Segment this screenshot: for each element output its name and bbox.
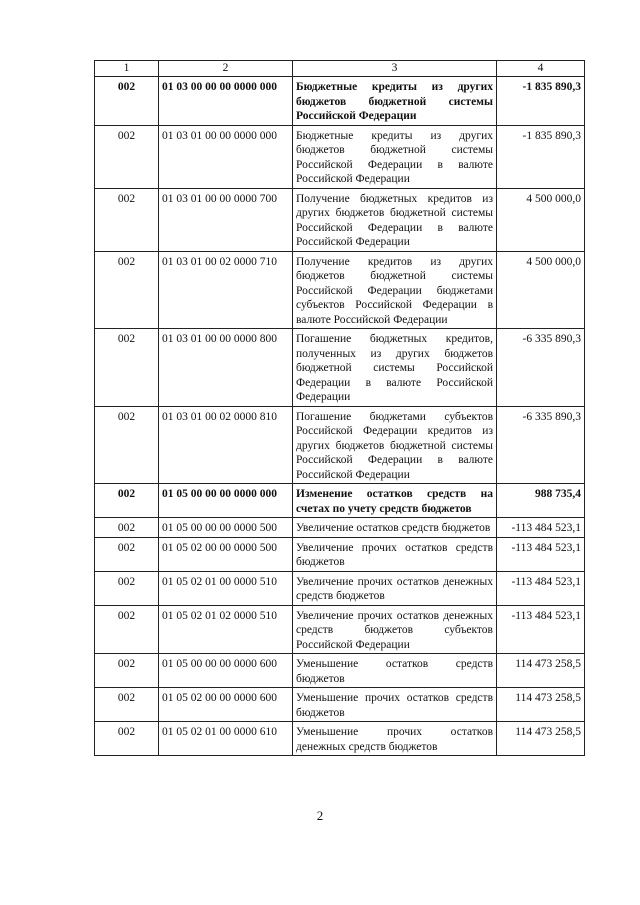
source-name-cell: Уменьшение прочих остатков средств бюджетов bbox=[293, 688, 497, 722]
admin-code-cell: 002 bbox=[95, 688, 159, 722]
admin-code-cell: 002 bbox=[95, 518, 159, 538]
amount-cell: -113 484 523,1 bbox=[497, 537, 585, 571]
budget-classification-code-cell: 01 03 01 00 02 0000 810 bbox=[159, 406, 293, 484]
table-row bbox=[95, 518, 585, 538]
admin-code-cell: 002 bbox=[95, 605, 159, 654]
budget-classification-code-cell: 01 03 00 00 00 0000 000 bbox=[159, 77, 293, 126]
source-name-cell: Уменьшение прочих остатков денежных средств бюджетов bbox=[293, 722, 497, 756]
budget-classification-code-cell: 01 03 01 00 00 0000 800 bbox=[159, 329, 293, 407]
table-row bbox=[95, 251, 585, 329]
amount-cell: -6 335 890,3 bbox=[497, 329, 585, 407]
budget-classification-code-cell: 01 05 02 01 00 0000 610 bbox=[159, 722, 293, 756]
table-row bbox=[95, 571, 585, 605]
source-name-cell: Увеличение прочих остатков средств бюджетов bbox=[293, 537, 497, 571]
budget-classification-code-cell: 01 03 01 00 00 0000 000 bbox=[159, 125, 293, 188]
table-row bbox=[95, 188, 585, 251]
admin-code-cell: 002 bbox=[95, 77, 159, 126]
admin-code-cell: 002 bbox=[95, 188, 159, 251]
admin-code-cell: 002 bbox=[95, 484, 159, 518]
source-name-cell: Погашение бюджетами субъектов Российской Федерации кредитов из других бюджетов бюджетной системы Российской Федерации в валюте Российской Федерации bbox=[293, 406, 497, 484]
table-header-row bbox=[95, 61, 585, 77]
budget-classification-code-cell: 01 05 02 01 02 0000 510 bbox=[159, 605, 293, 654]
admin-code-cell: 002 bbox=[95, 654, 159, 688]
source-name-cell: Погашение бюджетных кредитов, полученных из других бюджетов бюджетной системы Российской Федерации в валюте Российской Федерации bbox=[293, 329, 497, 407]
page-number: 2 bbox=[316, 808, 324, 823]
column-header-2: 2 bbox=[159, 61, 293, 77]
amount-cell: -1 835 890,3 bbox=[497, 77, 585, 126]
budget-classification-code-cell: 01 05 02 00 00 0000 500 bbox=[159, 537, 293, 571]
table-row bbox=[95, 329, 585, 407]
budget-classification-code-cell: 01 03 01 00 02 0000 710 bbox=[159, 251, 293, 329]
admin-code-cell: 002 bbox=[95, 722, 159, 756]
budget-sources-table bbox=[94, 60, 585, 756]
table-row bbox=[95, 484, 585, 518]
source-name-cell: Бюджетные кредиты из других бюджетов бюджетной системы Российской Федерации в валюте Российской Федерации bbox=[293, 125, 497, 188]
source-name-cell: Получение кредитов из других бюджетов бюджетной системы Российской Федерации бюджетами субъектов Российской Федерации в валюте Российской Федерации bbox=[293, 251, 497, 329]
budget-classification-code-cell: 01 05 00 00 00 0000 500 bbox=[159, 518, 293, 538]
amount-cell: 988 735,4 bbox=[497, 484, 585, 518]
admin-code-cell: 002 bbox=[95, 251, 159, 329]
amount-cell: -113 484 523,1 bbox=[497, 518, 585, 538]
source-name-cell: Увеличение прочих остатков денежных средств бюджетов bbox=[293, 571, 497, 605]
column-header-3: 3 bbox=[293, 61, 497, 77]
source-name-cell: Увеличение прочих остатков денежных средств бюджетов субъектов Российской Федерации bbox=[293, 605, 497, 654]
amount-cell: 4 500 000,0 bbox=[497, 188, 585, 251]
amount-cell: -113 484 523,1 bbox=[497, 605, 585, 654]
admin-code-cell: 002 bbox=[95, 329, 159, 407]
table-row bbox=[95, 125, 585, 188]
source-name-cell: Увеличение остатков средств бюджетов bbox=[293, 518, 497, 538]
amount-cell: -113 484 523,1 bbox=[497, 571, 585, 605]
admin-code-cell: 002 bbox=[95, 125, 159, 188]
source-name-cell: Уменьшение остатков средств бюджетов bbox=[293, 654, 497, 688]
table-row bbox=[95, 654, 585, 688]
admin-code-cell: 002 bbox=[95, 537, 159, 571]
column-header-1: 1 bbox=[95, 61, 159, 77]
table-row bbox=[95, 722, 585, 756]
column-header-4: 4 bbox=[497, 61, 585, 77]
budget-classification-code-cell: 01 05 02 00 00 0000 600 bbox=[159, 688, 293, 722]
budget-classification-code-cell: 01 05 02 01 00 0000 510 bbox=[159, 571, 293, 605]
budget-classification-code-cell: 01 05 00 00 00 0000 000 bbox=[159, 484, 293, 518]
source-name-cell: Изменение остатков средств на счетах по учету средств бюджетов bbox=[293, 484, 497, 518]
amount-cell: -1 835 890,3 bbox=[497, 125, 585, 188]
table-row bbox=[95, 406, 585, 484]
admin-code-cell: 002 bbox=[95, 571, 159, 605]
table-body bbox=[95, 77, 585, 756]
table-row bbox=[95, 537, 585, 571]
source-name-cell: Бюджетные кредиты из других бюджетов бюджетной системы Российской Федерации bbox=[293, 77, 497, 126]
table-row bbox=[95, 605, 585, 654]
table-row bbox=[95, 688, 585, 722]
admin-code-cell: 002 bbox=[95, 406, 159, 484]
amount-cell: 114 473 258,5 bbox=[497, 654, 585, 688]
amount-cell: 4 500 000,0 bbox=[497, 251, 585, 329]
table-row bbox=[95, 77, 585, 126]
amount-cell: 114 473 258,5 bbox=[497, 688, 585, 722]
amount-cell: 114 473 258,5 bbox=[497, 722, 585, 756]
budget-classification-code-cell: 01 03 01 00 00 0000 700 bbox=[159, 188, 293, 251]
budget-classification-code-cell: 01 05 00 00 00 0000 600 bbox=[159, 654, 293, 688]
source-name-cell: Получение бюджетных кредитов из других бюджетов бюджетной системы Российской Федерации в валюте Российской Федерации bbox=[293, 188, 497, 251]
amount-cell: -6 335 890,3 bbox=[497, 406, 585, 484]
